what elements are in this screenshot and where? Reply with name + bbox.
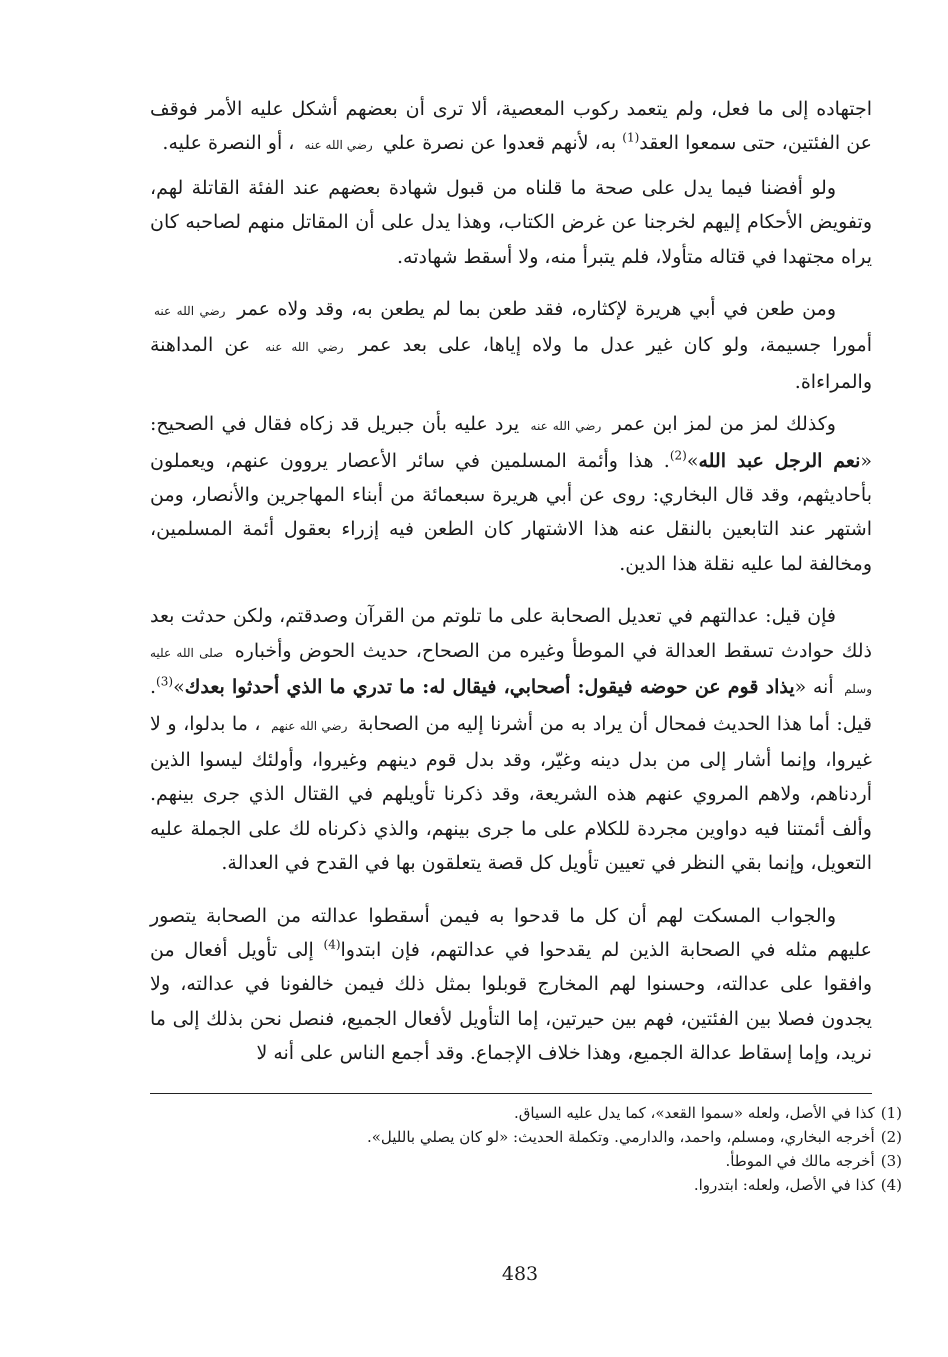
spacer bbox=[150, 282, 872, 292]
text-run: اجتهاده إلى ما فعل، ولم يتعمد ركوب المعصية، ألا ترى أن بعضهم أشكل عليه الأمر فوقف عن الفئتين، حتى سمعوا العقد bbox=[150, 98, 872, 155]
text-run: . هذا وأئمة المسلمين في سائر الأعصار يروون عنهم، ويعملون بأحاديثهم، وقد قال البخاري: روى عن أبي هريرة سبعمائة من أبناء المهاجرين والأنصار، ومن اشتهر عند التابعين بالنقل عنه هذا الاشتهار كان الطعن فيه إزراء بعقول أئمة المسلمين، ومخالفة لما عليه نقلة هذا الدين. bbox=[150, 449, 872, 575]
text-run: . قيل: أما هذا الحديث فمحال أن يراد به من أشرنا إليه من الصحابة bbox=[150, 676, 872, 735]
footnote-ref: (1) bbox=[622, 131, 640, 146]
text-run: » bbox=[173, 676, 185, 699]
honorific-glyph: رضي الله عنه bbox=[304, 138, 373, 153]
text-run: فإن قيل: عدالتهم في تعديل الصحابة على ما تلوتم من القرآن وصدقتم، ولكن حدثت بعد ذلك حوادث تسقط العدالة في الموطأ وغيره من الصحاح، حديث الحوض وأخباره bbox=[150, 605, 872, 662]
honorific-glyph: رضي الله عنه bbox=[265, 340, 344, 355]
footnote-text: كذا في الأصل، ولعله «سموا القعد»، كما يدل عليه السياق. bbox=[514, 1104, 875, 1122]
paragraph-6 bbox=[150, 899, 872, 1071]
footnote-text: كذا في الأصل، ولعله: ابتدروا. bbox=[693, 1176, 875, 1194]
footnote-text: أخرجه مالك في الموطأ. bbox=[725, 1152, 875, 1170]
hadith-quote: نعم الرجل عبد الله bbox=[698, 449, 861, 472]
text-run: » bbox=[686, 449, 699, 472]
honorific-glyph: رضي الله عنهم bbox=[271, 718, 348, 733]
spacer bbox=[150, 589, 872, 599]
footnote-item bbox=[150, 1173, 902, 1197]
footnote-text: أخرجه البخاري، ومسلم، واحمد، والدارمي. وتكملة الحديث: «لو كان يصلي بالليل». bbox=[366, 1128, 875, 1146]
page-number: 483 bbox=[501, 1263, 539, 1285]
footnote-item bbox=[150, 1149, 902, 1173]
footnote-number: (4) bbox=[880, 1176, 902, 1194]
page-body bbox=[150, 92, 872, 1079]
paragraph-4 bbox=[150, 407, 872, 581]
paragraph-2: ولو أفضنا فيما يدل على صحة ما قلناه من قبول شهادة بعضهم عند الفئة القاتلة لهم، وتفويض الأحكام إليهم لخرجنا عن غرض الكتاب، وهذا يدل على أن المقاتل منهم لصاحبه كان يراه مجتهدا في قتاله متأولا، فلم يتبرأ منه، ولا أسقط شهادته. bbox=[150, 176, 872, 268]
text-run: وكذلك لمز من لمز ابن عمر bbox=[605, 413, 836, 436]
footnote-ref: (4) bbox=[323, 937, 341, 952]
honorific-glyph: رضي الله عنه bbox=[530, 419, 602, 434]
honorific-glyph: صلى الله عليه وسلم bbox=[150, 645, 872, 697]
footnote-number: (3) bbox=[880, 1152, 902, 1170]
footnote-number: (1) bbox=[880, 1104, 902, 1122]
footnote-number: (2) bbox=[880, 1128, 902, 1146]
hadith-quote: يذاد قوم عن حوضه فيقول: أصحابي، فيقال له: ما تدري ما الذي أحدثوا بعدك bbox=[184, 676, 795, 699]
paragraph-3 bbox=[150, 292, 872, 399]
footnote-item bbox=[150, 1101, 902, 1125]
text-run: والجواب المسكت لهم أن كل ما قدحوا به فيمن أسقطوا عدالته من الصحابة يتصور عليهم مثله في الصحابة الذين لم يقدحوا في عدالتهم، فإن ابتدوا bbox=[150, 904, 872, 961]
footnote-item bbox=[150, 1125, 902, 1149]
text-run: به، لأنهم قعدوا عن نصرة علي bbox=[376, 132, 623, 155]
spacer bbox=[150, 889, 872, 899]
text-run: ومن طعن في أبي هريرة لإكثاره، فقد طعن بما لم يطعن به، وقد ولاه عمر bbox=[229, 298, 836, 321]
text-run: أمورا جسيمة، ولو كان غير عدل ما ولاه إياها، على بعد عمر bbox=[347, 334, 872, 357]
text-run: أنه « bbox=[794, 676, 841, 699]
footnotes bbox=[150, 1101, 902, 1197]
text-run: إلى تأويل أفعال من وافقوا على عدالته، وحسنوا لهم المخارج قوبلوا بمثل ذلك فيمن خالفونا في عدالته، ولا يجدون فصلا بين الفئتين، فهم بين حيرتين، إما التأويل لأفعال الجميع، فنصل نحن بذلك إلى ما نريد، وإما إسقاط عدالة الجميع، وهذا خلاف الإجماع. وقد أجمع الناس على أنه لا bbox=[150, 938, 872, 1065]
footnote-divider bbox=[150, 1093, 872, 1094]
text-run: يرد عليه بأن جبريل قد زكاه فقال في الصحيح: « bbox=[150, 413, 872, 472]
footnote-ref: (2) bbox=[669, 448, 687, 463]
text-run: ، أو النصرة عليه. bbox=[162, 132, 301, 155]
honorific-glyph: رضي الله عنه bbox=[154, 304, 226, 319]
paragraph-1 bbox=[150, 92, 872, 163]
text-run: عن المداهنة والمراءاة. bbox=[150, 334, 872, 393]
paragraph-5 bbox=[150, 599, 872, 880]
footnote-ref: (3) bbox=[156, 674, 174, 689]
text-run: ، ما بدلوا، و لا غيروا، وإنما أشار إلى من بدل دينه وغيّر، وقد بدل قوم دينهم وغيروا، وأولئك ليسوا الذين أردناهم، ولاهم المروي عنهم هذه الشريعة، وقد ذكرنا تأويلهم في القتال الذي جرى بينهم. وألف أئمتنا فيه دواوين مجردة للكلام على ما جرى بينهم، والذي ذكرناه لك على الجملة عليه التعويل، وإنما بقي النظر في تعيين تأويل كل قصة يتعلقون بها في القدح في العدالة. bbox=[150, 712, 872, 875]
